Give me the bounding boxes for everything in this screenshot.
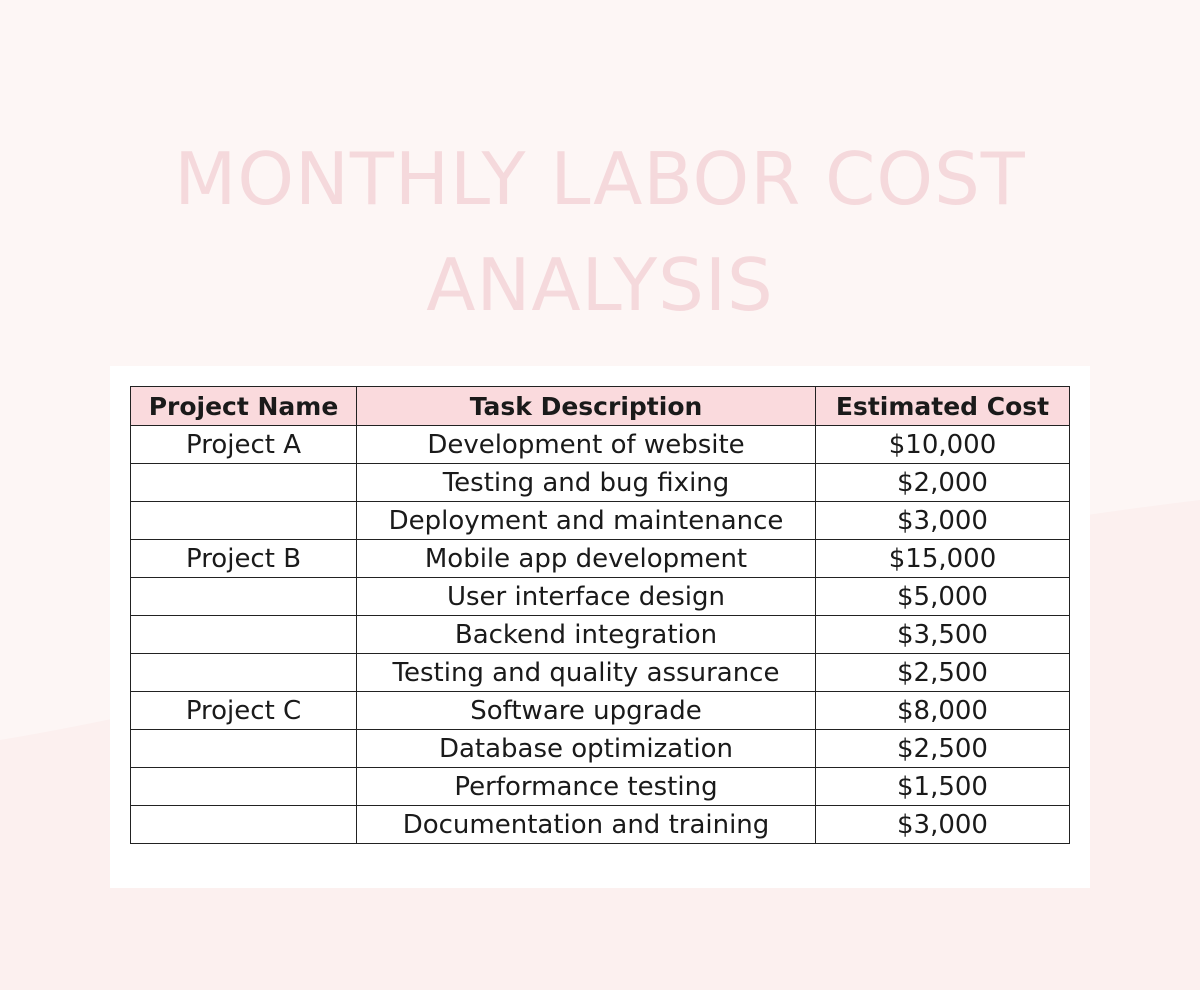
cell-task-description: Development of website [357, 426, 816, 464]
cell-estimated-cost: $2,500 [816, 730, 1070, 768]
table-row [131, 654, 1070, 692]
table-header-row [131, 387, 1070, 426]
cell-estimated-cost: $1,500 [816, 768, 1070, 806]
cell-task-description: Deployment and maintenance [357, 502, 816, 540]
table-row [131, 616, 1070, 654]
table-row [131, 426, 1070, 464]
cell-estimated-cost: $2,500 [816, 654, 1070, 692]
header-project-name: Project Name [131, 387, 357, 426]
table-row [131, 502, 1070, 540]
cell-estimated-cost: $3,500 [816, 616, 1070, 654]
table-row [131, 464, 1070, 502]
cell-estimated-cost: $3,000 [816, 502, 1070, 540]
cell-estimated-cost: $3,000 [816, 806, 1070, 844]
cell-estimated-cost: $10,000 [816, 426, 1070, 464]
page-title [0, 126, 1200, 338]
cell-project-name [131, 578, 357, 616]
table-row [131, 768, 1070, 806]
header-estimated-cost: Estimated Cost [816, 387, 1070, 426]
cell-project-name [131, 806, 357, 844]
table-row [131, 578, 1070, 616]
cell-task-description: Software upgrade [357, 692, 816, 730]
cell-estimated-cost: $2,000 [816, 464, 1070, 502]
labor-cost-table [130, 386, 1070, 844]
cell-estimated-cost: $8,000 [816, 692, 1070, 730]
cell-project-name [131, 730, 357, 768]
header-task-description: Task Description [357, 387, 816, 426]
page-title-line-1: MONTHLY LABOR COST [174, 137, 1026, 221]
table-card [110, 366, 1090, 888]
cell-task-description: Testing and bug fixing [357, 464, 816, 502]
cell-project-name: Project A [131, 426, 357, 464]
cell-estimated-cost: $15,000 [816, 540, 1070, 578]
cell-project-name [131, 654, 357, 692]
cell-estimated-cost: $5,000 [816, 578, 1070, 616]
cell-project-name [131, 502, 357, 540]
cell-task-description: Backend integration [357, 616, 816, 654]
table-row [131, 692, 1070, 730]
table-row [131, 806, 1070, 844]
cell-project-name: Project C [131, 692, 357, 730]
cell-project-name: Project B [131, 540, 357, 578]
table-row [131, 540, 1070, 578]
cell-task-description: User interface design [357, 578, 816, 616]
table-row [131, 730, 1070, 768]
cell-project-name [131, 616, 357, 654]
cell-project-name [131, 464, 357, 502]
cell-task-description: Database optimization [357, 730, 816, 768]
page-title-line-2: ANALYSIS [426, 243, 774, 327]
cell-project-name [131, 768, 357, 806]
cell-task-description: Performance testing [357, 768, 816, 806]
cell-task-description: Documentation and training [357, 806, 816, 844]
cell-task-description: Testing and quality assurance [357, 654, 816, 692]
cell-task-description: Mobile app development [357, 540, 816, 578]
